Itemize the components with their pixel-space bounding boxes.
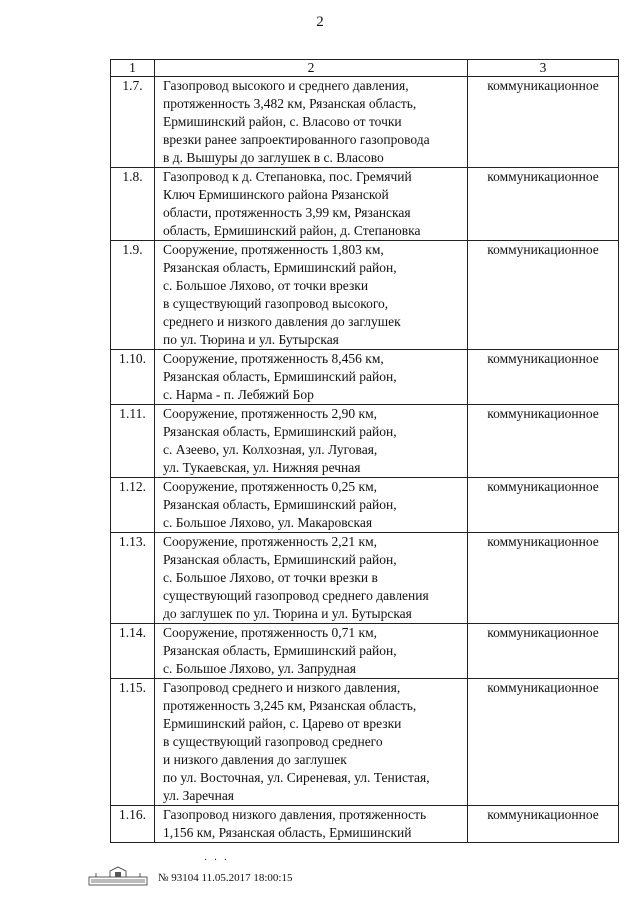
table-row [111,679,619,806]
print-seal-icon [88,864,148,886]
description-line: Сооружение, протяженность 8,456 км, [163,351,384,366]
description-line: протяженность 3,245 км, Рязанская область, [163,698,417,713]
footer [88,862,292,886]
row-type: коммуникационное [468,405,619,478]
row-description [155,168,468,241]
description-line: и низкого давления до заглушек [163,752,347,767]
column-header-1: 1 [111,60,155,77]
description-line: Газопровод высокого и среднего давления, [163,78,409,93]
row-type: коммуникационное [468,533,619,624]
row-description [155,624,468,679]
description-line: Газопровод к д. Степановка, пос. Гремячий [163,169,412,184]
description-line: по ул. Восточная, ул. Сиреневая, ул. Тенистая, [163,770,430,785]
description-line: до заглушек по ул. Тюрина и ул. Бутырская [163,606,412,621]
description-line: Сооружение, протяженность 2,21 км, [163,534,378,549]
description-line: 1,156 км, Рязанская область, Ермишинский [163,825,412,840]
row-number: 1.14. [111,624,155,679]
row-number: 1.10. [111,350,155,405]
row-description [155,350,468,405]
description-line: Сооружение, протяженность 2,90 км, [163,406,378,421]
description-line: Сооружение, протяженность 1,803 км, [163,242,384,257]
description-line: в существующий газопровод высокого, [163,296,389,311]
row-type: коммуникационное [468,350,619,405]
table-row [111,168,619,241]
table-row [111,806,619,843]
description-line: Ключ Ермишинского района Рязанской [163,187,389,202]
table-row [111,624,619,679]
row-number: 1.11. [111,405,155,478]
description-line: Сооружение, протяженность 0,71 км, [163,625,378,640]
table-row [111,77,619,168]
description-line: в д. Вышуры до заглушек в с. Власово [163,150,384,165]
table-body [111,77,619,843]
row-number: 1.9. [111,241,155,350]
row-number: 1.15. [111,679,155,806]
page-number: 2 [316,14,324,30]
description-line: в существующий газопровод среднего [163,734,383,749]
row-type: коммуникационное [468,478,619,533]
table-row [111,405,619,478]
row-number: 1.7. [111,77,155,168]
row-number: 1.8. [111,168,155,241]
row-description [155,478,468,533]
row-description [155,77,468,168]
registry-table [110,59,619,843]
row-type: коммуникационное [468,168,619,241]
row-description [155,405,468,478]
description-line: протяженность 3,482 км, Рязанская область, [163,96,417,111]
description-line: Рязанская область, Ермишинский район, [163,424,397,439]
column-header-3: 3 [468,60,619,77]
description-line: Газопровод низкого давления, протяженность [163,807,427,822]
row-type: коммуникационное [468,77,619,168]
column-header-2: 2 [155,60,468,77]
row-description [155,241,468,350]
row-description [155,679,468,806]
description-line: Рязанская область, Ермишинский район, [163,497,397,512]
description-line: врезки ранее запроектированного газопровода [163,132,430,147]
description-line: ул. Тукаевская, ул. Нижняя речная [163,460,361,475]
description-line: Рязанская область, Ермишинский район, [163,369,397,384]
description-line: Ермишинский район, с. Царево от врезки [163,716,402,731]
description-line: область, Ермишинский район, д. Степановка [163,223,421,238]
registration-stamp-text: № 93104 11.05.2017 18:00:15 [158,872,293,884]
description-line: с. Азеево, ул. Колхозная, ул. Луговая, [163,442,378,457]
description-line: Сооружение, протяженность 0,25 км, [163,479,378,494]
description-line: с. Большое Ляхово, ул. Запрудная [163,661,356,676]
description-line: с. Нарма - п. Лебяжий Бор [163,387,314,402]
description-line: Рязанская область, Ермишинский район, [163,260,397,275]
description-line: ул. Заречная [163,788,235,803]
description-line: среднего и низкого давления до заглушек [163,314,401,329]
description-line: области, протяженность 3,99 км, Рязанская [163,205,411,220]
table-header-row [111,60,619,77]
description-line: Газопровод среднего и низкого давления, [163,680,401,695]
table-row [111,533,619,624]
row-type: коммуникационное [468,241,619,350]
description-line: по ул. Тюрина и ул. Бутырская [163,332,339,347]
footer-marks: · · · [204,855,229,866]
description-line: с. Большое Ляхово, ул. Макаровская [163,515,373,530]
row-description [155,533,468,624]
table-row [111,350,619,405]
row-type: коммуникационное [468,679,619,806]
table-row [111,478,619,533]
row-number: 1.13. [111,533,155,624]
row-number: 1.12. [111,478,155,533]
description-line: Рязанская область, Ермишинский район, [163,552,397,567]
row-number: 1.16. [111,806,155,843]
row-type: коммуникационное [468,806,619,843]
description-line: существующий газопровод среднего давления [163,588,429,603]
table-row [111,241,619,350]
description-line: Ермишинский район, с. Власово от точки [163,114,402,129]
description-line: Рязанская область, Ермишинский район, [163,643,397,658]
description-line: с. Большое Ляхово, от точки врезки [163,278,369,293]
description-line: с. Большое Ляхово, от точки врезки в [163,570,378,585]
row-description [155,806,468,843]
row-type: коммуникационное [468,624,619,679]
